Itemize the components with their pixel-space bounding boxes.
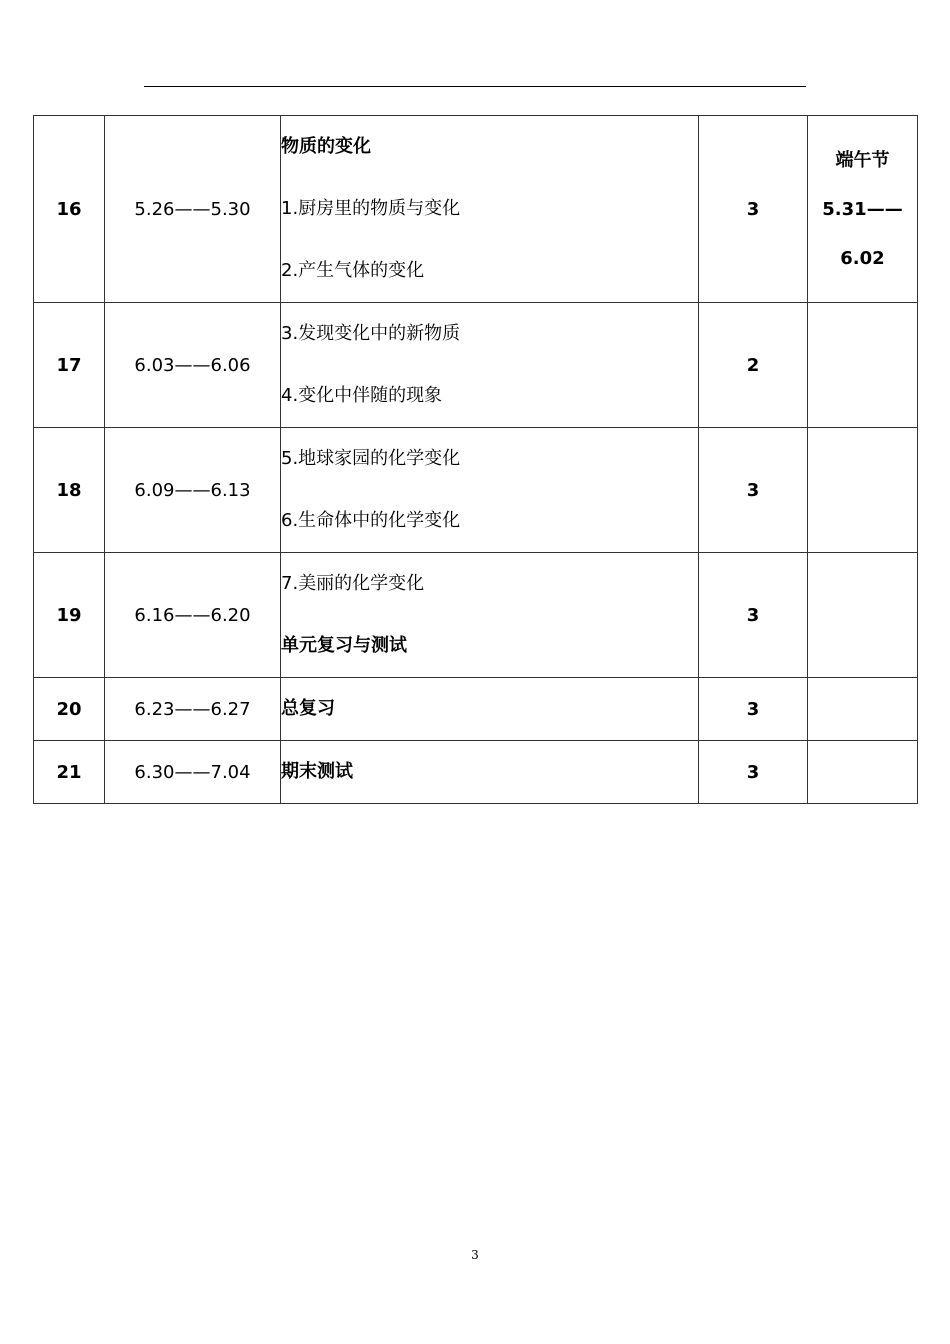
table-row (34, 741, 918, 804)
lesson-item: 6.生命体中的化学变化 (281, 510, 461, 531)
date-range: 6.23——6.27 (105, 678, 281, 741)
lesson-item: 3.发现变化中的新物质 (281, 323, 461, 344)
lesson-item: 2.产生气体的变化 (281, 260, 425, 281)
table-row (34, 116, 918, 303)
lesson-content (281, 678, 699, 741)
hours-count: 2 (699, 303, 808, 428)
holiday-name: 端午节 (835, 149, 890, 171)
holiday-dates: 5.31—— (822, 198, 903, 220)
table-row (34, 553, 918, 678)
hours-count: 3 (699, 116, 808, 303)
date-range: 6.09——6.13 (105, 428, 281, 553)
unit-review: 单元复习与测试 (281, 635, 407, 656)
unit-title: 物质的变化 (281, 136, 371, 157)
holiday-note (808, 678, 918, 741)
general-review: 总复习 (281, 698, 335, 719)
date-range: 6.30——7.04 (105, 741, 281, 804)
hours-count: 3 (699, 741, 808, 804)
lesson-item: 1.厨房里的物质与变化 (281, 198, 461, 219)
date-range: 5.26——5.30 (105, 116, 281, 303)
week-number: 20 (34, 678, 105, 741)
final-exam: 期末测试 (281, 761, 353, 782)
holiday-note (808, 741, 918, 804)
lesson-content (281, 553, 699, 678)
hours-count: 3 (699, 553, 808, 678)
holiday-dates: 6.02 (840, 247, 885, 269)
lesson-content (281, 303, 699, 428)
date-range: 6.16——6.20 (105, 553, 281, 678)
header-rule (144, 86, 806, 87)
week-number: 18 (34, 428, 105, 553)
week-number: 17 (34, 303, 105, 428)
table-row (34, 428, 918, 553)
lesson-content (281, 741, 699, 804)
holiday-note (808, 428, 918, 553)
lesson-content (281, 116, 699, 303)
table-row (34, 678, 918, 741)
lesson-item: 4.变化中伴随的现象 (281, 385, 443, 406)
hours-count: 3 (699, 428, 808, 553)
lesson-item: 7.美丽的化学变化 (281, 573, 425, 594)
hours-count: 3 (699, 678, 808, 741)
lesson-item: 5.地球家园的化学变化 (281, 448, 461, 469)
schedule-table (33, 115, 918, 804)
holiday-note (808, 116, 918, 303)
table-row (34, 303, 918, 428)
holiday-note (808, 303, 918, 428)
week-number: 16 (34, 116, 105, 303)
date-range: 6.03——6.06 (105, 303, 281, 428)
holiday-note (808, 553, 918, 678)
week-number: 21 (34, 741, 105, 804)
page-number: 3 (471, 1248, 479, 1262)
week-number: 19 (34, 553, 105, 678)
lesson-content (281, 428, 699, 553)
